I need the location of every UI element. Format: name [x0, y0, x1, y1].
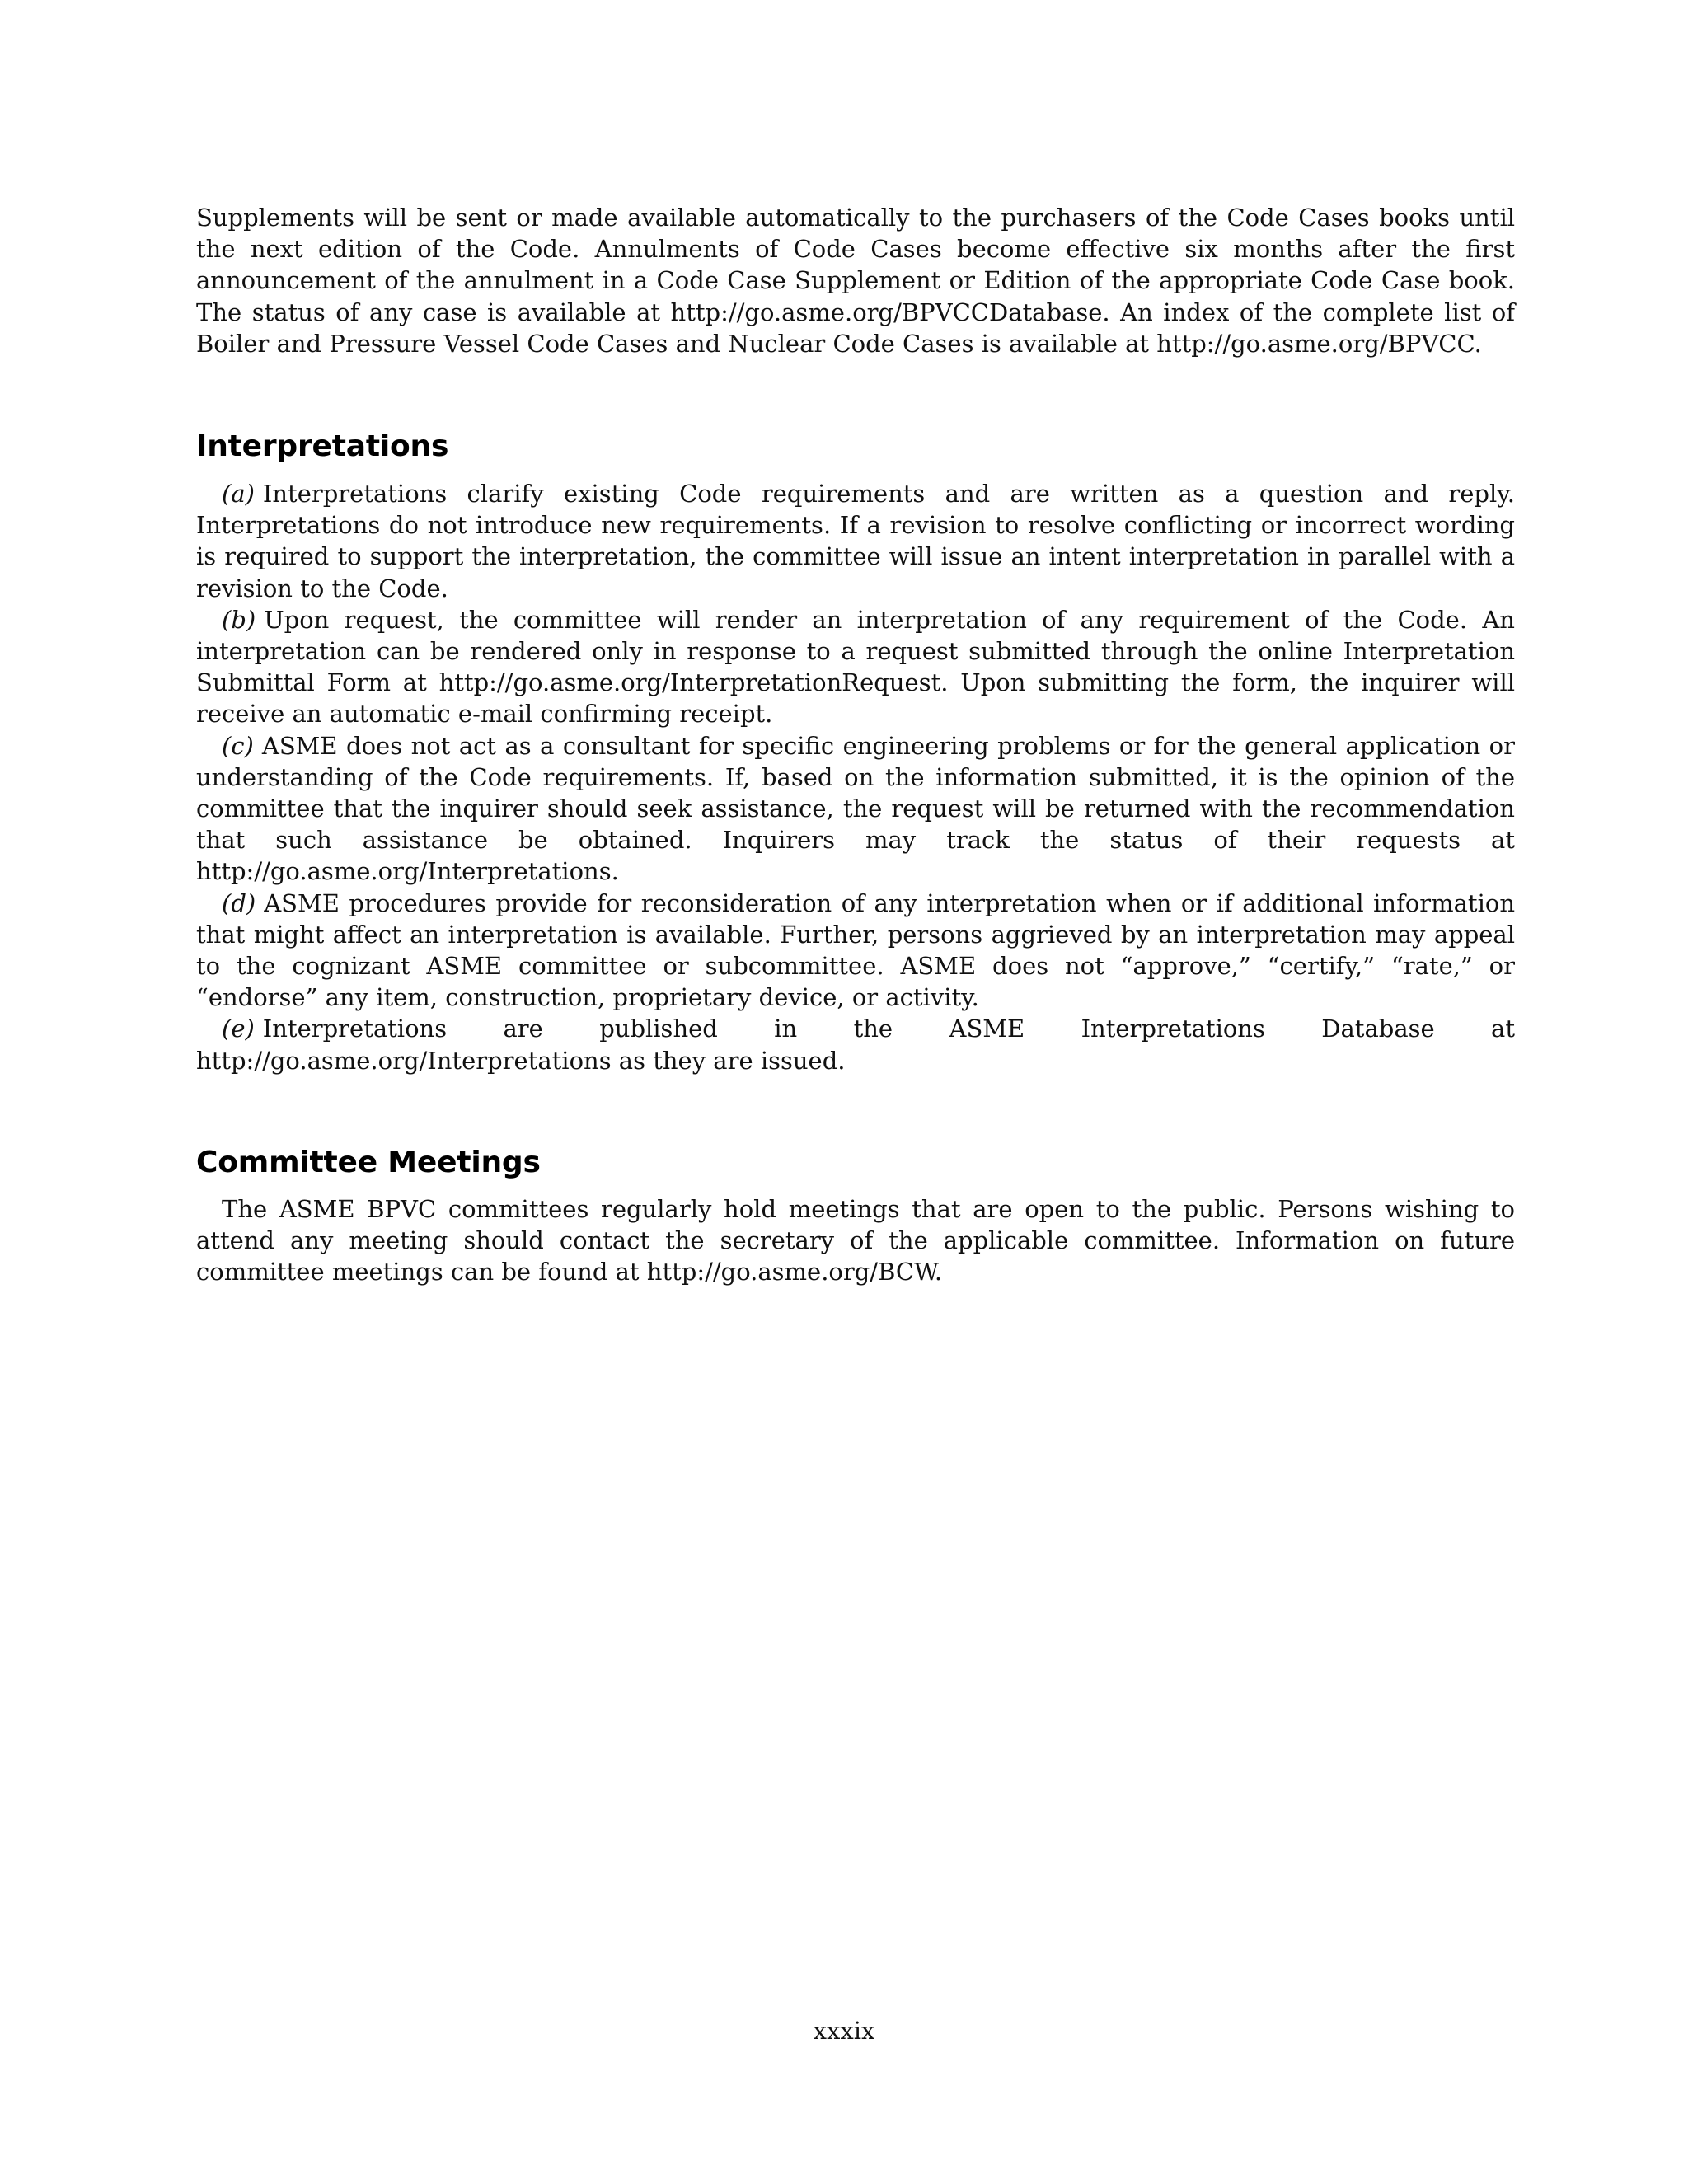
interpretation-item-e: [196, 1013, 1515, 1076]
interpretation-item-a: [196, 478, 1515, 604]
committee-meetings-heading: Committee Meetings: [196, 1145, 541, 1179]
item-text-b: Upon request, the committee will render an interpretation of any requirement of the Code. An interpretation can be rendered only in response to a request submitted through the online Interpretation Submittal Form at http://go.asme.org/InterpretationRequest. Upon submitting the form, the inquirer will receive an automatic e-mail confirming receipt.: [196, 605, 1515, 729]
item-label-c: (c): [222, 731, 254, 760]
item-text-e: Interpretations are published in the ASME Interpretations Database at http://go.asme.org/Interpretations as they are issued.: [196, 1015, 1515, 1075]
item-label-e: (e): [222, 1015, 255, 1043]
item-label-a: (a): [222, 480, 255, 509]
interpretation-item-b: [196, 604, 1515, 730]
page-body: [196, 202, 1515, 1287]
page-number: xxxix: [813, 2017, 875, 2045]
item-label-b: (b): [222, 605, 256, 634]
intro-paragraph: Supplements will be sent or made available automatically to the purchasers of the Code Cases books until the next edition of the Code. Annulments of Code Cases become effective six months after the first announcement of the annulment in a Code Case Supplement or Edition of the appropriate Code Case book. The status of any case is available at http://go.asme.org/BPVCCDatabase. An index of the complete list of Boiler and Pressure Vessel Code Cases and Nuclear Code Cases is available at http://go.asme.org/BPVCC.: [196, 204, 1515, 358]
item-text-a: Interpretations clarify existing Code requirements and are written as a question and reply. Interpretations do not introduce new requirements. If a revision to resolve conflicting or incorrect wording is required to support the interpretation, the committee will issue an intent interpretation in parallel with a revision to the Code.: [196, 480, 1515, 602]
item-text-c: ASME does not act as a consultant for specific engineering problems or for the general application or understanding of the Code requirements. If, based on the information submitted, it is the opinion of the committee that the inquirer should seek assistance, the request will be returned with the recommendation that such assistance be obtained. Inquirers may track the status of their requests at http://go.asme.org/Interpretations.: [196, 731, 1515, 886]
item-label-d: (d): [222, 888, 256, 917]
committee-meetings-paragraph: The ASME BPVC committees regularly hold meetings that are open to the public. Persons wishing to attend any meeting should contact the secretary of the applicable committee. Information on future committee meetings can be found at http://go.asme.org/BCW.: [196, 1194, 1515, 1286]
interpretations-heading: Interpretations: [196, 429, 449, 464]
interpretation-item-c: [196, 730, 1515, 888]
item-text-d: ASME procedures provide for reconsideration of any interpretation when or if additional information that might affect an interpretation is available. Further, persons aggrieved by an interpretation may appeal to the cognizant ASME committee or subcommittee. ASME does not “approve,” “certify,” “rate,” or “endorse” any item, construction, proprietary device, or activity.: [196, 888, 1515, 1012]
interpretation-item-d: [196, 888, 1515, 1014]
